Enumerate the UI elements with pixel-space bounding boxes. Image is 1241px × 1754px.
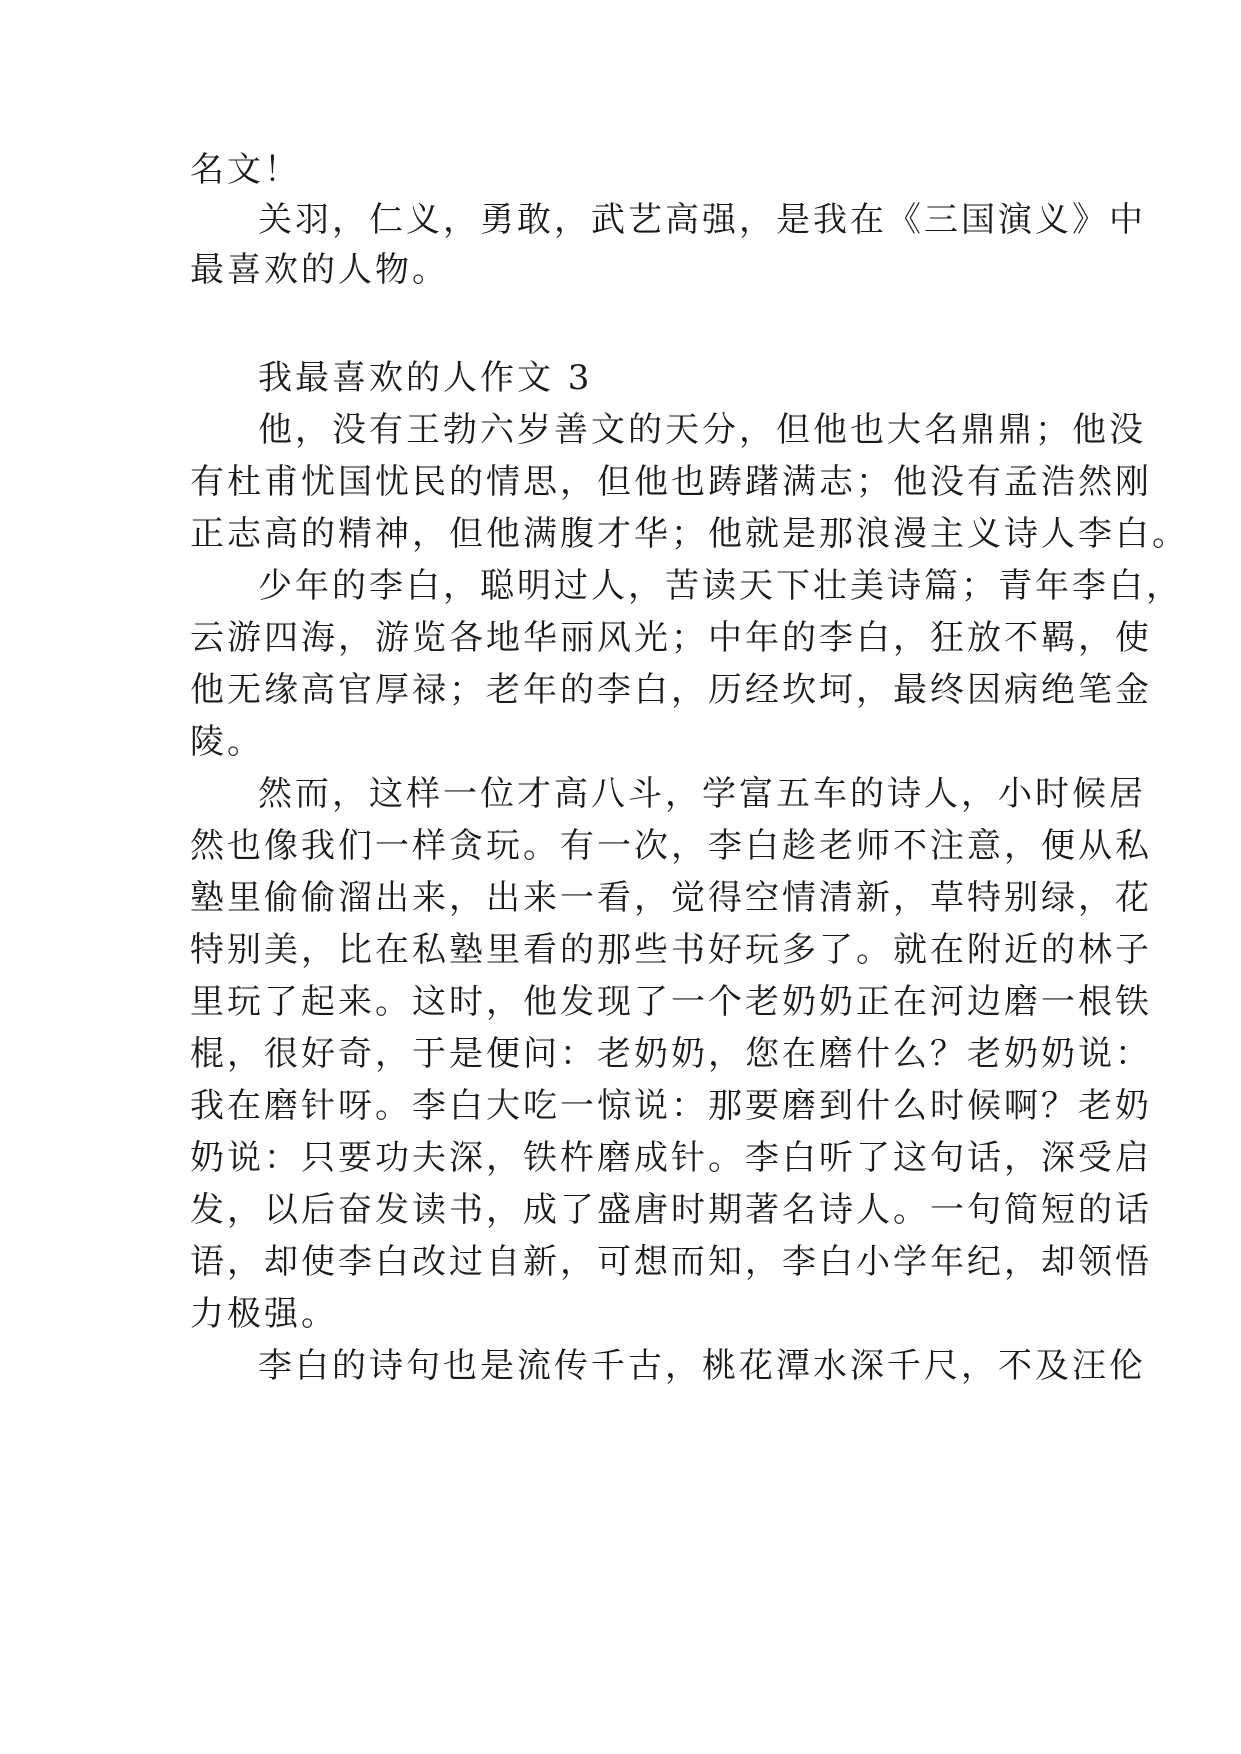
text-line: 特别美，比在私塾里看的那些书好玩多了。就在附近的林子: [190, 930, 1152, 970]
text-line: 他无缘高官厚禄；老年的李白，历经坎坷，最终因病绝笔金: [190, 670, 1152, 710]
paragraph-start: 少年的李白，聪明过人，苦读天下壮美诗篇；青年李白，: [258, 566, 1183, 606]
paragraph-start: 关羽，仁义，勇敢，武艺高强，是我在《三国演义》中: [258, 200, 1146, 240]
text-line: 有杜甫忧国忧民的情思，但他也踌躇满志；他没有孟浩然刚: [190, 462, 1152, 502]
text-line: 塾里偷偷溜出来，出来一看，觉得空情清新，草特别绿，花: [190, 878, 1152, 918]
text-line: 云游四海，游览各地华丽风光；中年的李白，狂放不羁，使: [190, 618, 1152, 658]
paragraph-start: 然而，这样一位才高八斗，学富五车的诗人，小时候居: [258, 774, 1146, 814]
text-line: 力极强。: [190, 1294, 338, 1334]
text-line: 名文！: [190, 150, 301, 190]
text-line: 奶说：只要功夫深，铁杵磨成针。李白听了这句话，深受启: [190, 1138, 1152, 1178]
paragraph-start: 李白的诗句也是流传千古，桃花潭水深千尺，不及汪伦: [258, 1346, 1146, 1386]
text-line: 发，以后奋发读书，成了盛唐时期著名诗人。一句简短的话: [190, 1190, 1152, 1230]
text-line: 里玩了起来。这时，他发现了一个老奶奶正在河边磨一根铁: [190, 982, 1152, 1022]
text-line: 最喜欢的人物。: [190, 250, 449, 290]
section-heading: 我最喜欢的人作文 3: [258, 358, 593, 398]
text-line: 我在磨针呀。李白大吃一惊说：那要磨到什么时候啊？老奶: [190, 1086, 1152, 1126]
text-line: 棍，很好奇，于是便问：老奶奶，您在磨什么？老奶奶说：: [190, 1034, 1152, 1074]
paragraph-start: 他，没有王勃六岁善文的天分，但他也大名鼎鼎；他没: [258, 410, 1146, 450]
text-line: 陵。: [190, 722, 264, 762]
text-line: 然也像我们一样贪玩。有一次，李白趁老师不注意，便从私: [190, 826, 1152, 866]
text-line: 正志高的精神，但他满腹才华；他就是那浪漫主义诗人李白。: [190, 514, 1189, 554]
text-line: 语，却使李白改过自新，可想而知，李白小学年纪，却领悟: [190, 1242, 1152, 1282]
